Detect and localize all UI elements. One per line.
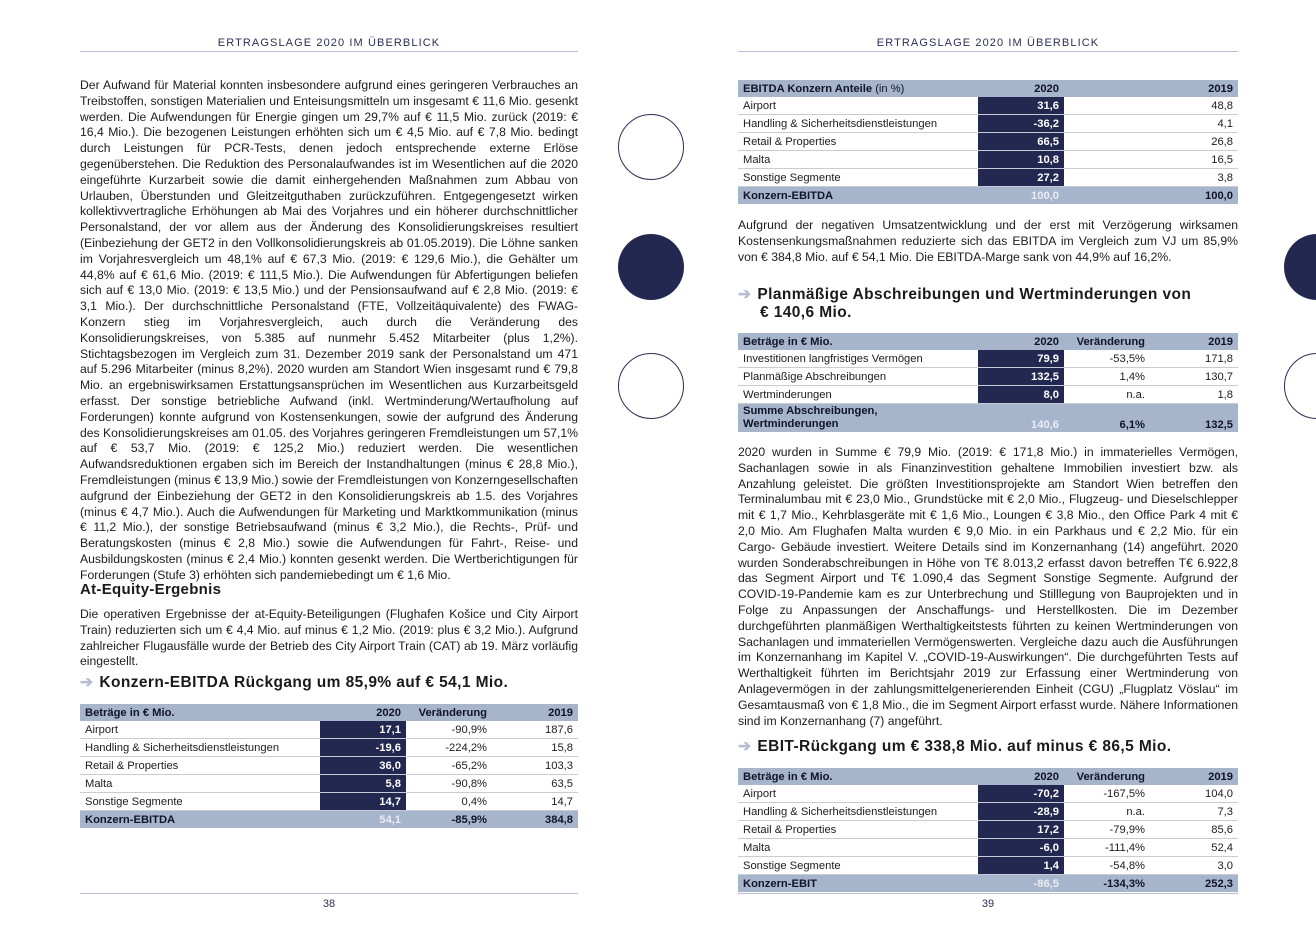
value-2019: 3,8 xyxy=(1064,169,1238,187)
total-label xyxy=(738,404,978,433)
header-unit: (in %) xyxy=(875,82,905,95)
row-label: Planmäßige Abschreibungen xyxy=(738,368,978,386)
value-2019: 26,8 xyxy=(1064,133,1238,151)
total-label-line1: Summe Abschreibungen, xyxy=(743,405,878,417)
arrow-icon: ➔ xyxy=(738,738,752,755)
value-2019: 48,8 xyxy=(1064,97,1238,115)
header-rule xyxy=(738,51,1238,52)
value-2019: 15,8 xyxy=(492,739,578,757)
total-2020: 140,6 xyxy=(978,404,1064,433)
total-label: Konzern-EBITDA xyxy=(80,811,320,829)
row-label: Malta xyxy=(80,775,320,793)
header-cell: 2019 xyxy=(1064,80,1238,97)
header-cell: 2020 xyxy=(978,768,1064,785)
value-2020: 31,6 xyxy=(978,97,1064,115)
value-change: -111,4% xyxy=(1064,839,1150,857)
total-2020: 100,0 xyxy=(978,187,1064,205)
header-cell: 2019 xyxy=(492,704,578,721)
value-2019: 85,6 xyxy=(1150,821,1238,839)
table-header-row xyxy=(80,704,578,721)
header-cell: 2020 xyxy=(978,80,1064,97)
running-head: ERTRAGSLAGE 2020 IM ÜBERBLICK xyxy=(876,37,1100,49)
row-label: Retail & Properties xyxy=(80,757,320,775)
header-cell: 2019 xyxy=(1150,768,1238,785)
header-cell: Beträge in € Mio. xyxy=(80,704,320,721)
page-number: 38 xyxy=(322,898,336,910)
total-change: -134,3% xyxy=(1064,875,1150,893)
value-2020: -36,2 xyxy=(978,115,1064,133)
value-2019: 4,1 xyxy=(1064,115,1238,133)
value-2019: 16,5 xyxy=(1064,151,1238,169)
value-2019: 7,3 xyxy=(1150,803,1238,821)
value-2019: 1,8 xyxy=(1150,386,1238,404)
table-row xyxy=(738,821,1238,839)
row-label: Investitionen langfristiges Vermögen xyxy=(738,350,978,368)
header-cell xyxy=(738,80,978,97)
header-cell: Veränderung xyxy=(1064,333,1150,350)
row-label: Retail & Properties xyxy=(738,821,978,839)
table-row xyxy=(738,857,1238,875)
value-2019: 14,7 xyxy=(492,793,578,811)
paragraph-aufwand: Der Aufwand für Material konnten insbesondere aufgrund eines geringeren Verbrauches an Treibstoffen, sonstigen Materialien und Enteisungsmitteln um insgesamt € 11,6 Mio. gesenkt werden. Die Aufwendungen für Energie gingen um 29,7% auf € 11,5 Mio. zurück (2019: € 16,4 Mio.). Die bezogenen Leistungen erhöhten sich um € 4,5 Mio. auf € 7,8 Mio. bedingt durch Leistungen für PCR-Tests, denen jedoch entsprechende externe Erlöse gegenüberstehen. Die Reduktion des Personalaufwandes ist im Wesentlichen auf die 2020 eingeführte Kurzarbeit sowie die damit einhergehenden Maßnahmen zum Abbau von Urlauben, Überstunden und Gleitzeitguthaben zurückzuführen. Entgegengesetzt wirken kollektivvertragliche Erhöhungen ab Mai des Vorjahres und ein höherer durchschnittlicher Personalstand, der vor allem aus der Änderung des Konsolidierungskreises resultiert (Einbeziehung der GET2 in den Vollkonsolidierungskreis ab 01.05.2019). Die Löhne sanken im Vorjahresvergleich um 48,1% auf € 67,3 Mio. (2019: € 129,6 Mio.), die Gehälter um 44,8% auf € 61,6 Mio. (2019: € 111,5 Mio.). Die Aufwendungen für Abfertigungen beliefen sich auf € 13,0 Mio. (2019: € 13,5 Mio.) und der Pensionsaufwand auf € 2,8 Mio. (2019: € 3,1 Mio.). Der durchschnittliche Personalstand (FTE, Vollzeitäquivalente) des FWAG- Konzern stieg im Vorjahresvergleich, auch durch die Veränderung des Konsolidierungskreises, von 5.385 auf nunmehr 5.452 Mitarbeiter (plus 1,2%). Stichtagsbezogen im Vergleich zum 31. Dezember 2019 sank der Personalstand um 471 auf 5.296 Mitarbeiter (minus 8,2%). 2020 wurden am Standort Wien insgesamt rund € 79,8 Mio. an ergebniswirksamen Erstattungsansprüchen im Wesentlichen aus Kurzarbeitsgeld erfasst. Der sonstige betriebliche Aufwand (inkl. Wertminderung/Wertaufholung auf Forderungen) konnte aufgrund von Kostensenkungen, sowie der aufgrund des Änderung des Konsolidierungskreises am 01.05. des Vorjahres geringeren Fremdleistungen um 57,1% auf € 53,7 Mio. (2019: € 125,2 Mio.) reduziert werden. Die wesentlichen Aufwandsreduktionen ergaben sich im Bereich der Instandhaltungen (minus € 28,8 Mio.), Fremdleistungen (minus € 13,9 Mio.) sowie der Fremdleistungen von Konzerngesellschaften aufgrund der Einbeziehung der GET2 in den Konsolidierungskreis ab 1.5. des Vorjahres (minus € 4,7 Mio.). Auch die Aufwendungen für Marketing und Marktkommunikation (minus € 11,2 Mio.), der sonstige Betriebsaufwand (minus € 3,2 Mio.), die Rechts-, Prüf- und Beratungskosten (minus € 2,8 Mio.) sowie die Aufwendungen für Fahrt-, Reise- und Ausbildungskosten (minus € 2,4 Mio.) konnten gesenkt werden. Die Wertberichtigungen für Forderungen (Stufe 3) erhöhten sich pandemiebedingt um € 1,6 Mio. xyxy=(80,78,578,582)
row-label: Sonstige Segmente xyxy=(738,857,978,875)
value-change: -224,2% xyxy=(406,739,492,757)
value-2020: 66,5 xyxy=(978,133,1064,151)
total-2019: 132,5 xyxy=(1150,404,1238,433)
value-2019: 103,3 xyxy=(492,757,578,775)
section-title-text: EBIT-Rückgang um € 338,8 Mio. auf minus € 86,5 Mio. xyxy=(757,738,1172,755)
value-change: -90,9% xyxy=(406,721,492,739)
page-39 xyxy=(658,0,1316,937)
total-change: 6,1% xyxy=(1064,404,1150,433)
value-2019: 63,5 xyxy=(492,775,578,793)
footer-rule xyxy=(80,893,578,894)
decorative-ring-outline xyxy=(1284,353,1316,419)
page-38 xyxy=(0,0,650,937)
section-title-line1: Planmäßige Abschreibungen und Wertminderungen von xyxy=(757,286,1192,303)
row-label: Retail & Properties xyxy=(738,133,978,151)
value-change: -79,9% xyxy=(1064,821,1150,839)
total-2019: 384,8 xyxy=(492,811,578,829)
table-row xyxy=(738,803,1238,821)
value-2020: 1,4 xyxy=(978,857,1064,875)
table-row xyxy=(80,793,578,811)
value-change: -90,8% xyxy=(406,775,492,793)
table-row xyxy=(738,368,1238,386)
paragraph-ebitda: Aufgrund der negativen Umsatzentwicklung und der erst mit Verzögerung wirksamen Kostensenkungsmaßnahmen reduzierte sich das EBITDA im Vergleich zum VJ um 85,9% von € 384,8 Mio. auf € 54,1 Mio. Die EBITDA-Marge sank von 44,9% auf 16,2%. xyxy=(738,218,1238,264)
value-change: 1,4% xyxy=(1064,368,1150,386)
table-row xyxy=(80,739,578,757)
total-label: Konzern-EBIT xyxy=(738,875,978,893)
table-total-row xyxy=(738,875,1238,893)
ebitda-table xyxy=(80,704,578,828)
decorative-disc xyxy=(1284,234,1316,300)
table-row xyxy=(738,97,1238,115)
row-label: Malta xyxy=(738,151,978,169)
section-title-abschreibungen xyxy=(738,286,1238,322)
header-cell: 2020 xyxy=(320,704,406,721)
value-change: -65,2% xyxy=(406,757,492,775)
value-2020: -6,0 xyxy=(978,839,1064,857)
row-label: Handling & Sicherheitsdienstleistungen xyxy=(738,115,978,133)
table-row xyxy=(738,386,1238,404)
row-label: Airport xyxy=(80,721,320,739)
footer-rule xyxy=(738,893,1238,894)
table-total-row xyxy=(738,187,1238,205)
header-label: EBITDA Konzern Anteile xyxy=(743,82,873,95)
header-cell: 2020 xyxy=(978,333,1064,350)
row-label: Airport xyxy=(738,785,978,803)
header-cell: Beträge in € Mio. xyxy=(738,333,978,350)
row-label: Handling & Sicherheitsdienstleistungen xyxy=(738,803,978,821)
value-2019: 187,6 xyxy=(492,721,578,739)
value-change: -54,8% xyxy=(1064,857,1150,875)
value-change: n.a. xyxy=(1064,386,1150,404)
abschreibungen-table xyxy=(738,333,1238,432)
value-2019: 3,0 xyxy=(1150,857,1238,875)
value-2019: 130,7 xyxy=(1150,368,1238,386)
row-label: Sonstige Segmente xyxy=(738,169,978,187)
table-row xyxy=(738,785,1238,803)
section-title-ebitda xyxy=(80,674,508,692)
table-row xyxy=(738,151,1238,169)
value-2020: -28,9 xyxy=(978,803,1064,821)
value-change: -53,5% xyxy=(1064,350,1150,368)
running-head: ERTRAGSLAGE 2020 IM ÜBERBLICK xyxy=(217,37,441,49)
row-label: Sonstige Segmente xyxy=(80,793,320,811)
page-number: 39 xyxy=(981,898,995,910)
table-total-row xyxy=(80,811,578,829)
table-row xyxy=(80,775,578,793)
table-header-row xyxy=(738,768,1238,785)
value-2020: 132,5 xyxy=(978,368,1064,386)
header-rule xyxy=(80,51,578,52)
table-total-row xyxy=(738,404,1238,433)
table-row xyxy=(738,839,1238,857)
value-2020: 27,2 xyxy=(978,169,1064,187)
section-title-line2: € 140,6 Mio. xyxy=(760,304,852,321)
header-cell: Veränderung xyxy=(406,704,492,721)
header-cell: Beträge in € Mio. xyxy=(738,768,978,785)
total-2020: -86,5 xyxy=(978,875,1064,893)
table-row xyxy=(738,115,1238,133)
row-label: Wertminderungen xyxy=(738,386,978,404)
total-2019: 252,3 xyxy=(1150,875,1238,893)
total-label: Konzern-EBITDA xyxy=(738,187,978,205)
value-2020: 36,0 xyxy=(320,757,406,775)
row-label: Airport xyxy=(738,97,978,115)
value-change: 0,4% xyxy=(406,793,492,811)
ebitda-shares-table xyxy=(738,80,1238,204)
subheading-at-equity: At-Equity-Ergebnis xyxy=(80,581,222,598)
paragraph-investitionen: 2020 wurden in Summe € 79,9 Mio. (2019: € 171,8 Mio.) in immaterielles Vermögen, Sachanlagen sowie in als Finanzinvestition gehaltene Immobilien investiert bzw. als Anzahlung geleistet. Die größten Investitionsprojekte am Standort Wien betreffen den Terminalumbau mit € 23,0 Mio., Grundstücke mit € 2,0 Mio., Flugzeug- und Dieselschlepper mit € 1,7 Mio., Kehrblasgeräte mit € 1,6 Mio., Loungen € 3,8 Mio., den Office Park 4 mit € 2,0 Mio. Am Flughafen Malta wurden € 9,0 Mio. in ein Parkhaus und € 2,2 Mio. für ein Cargo- Gebäude investiert. Weitere Details sind im Konzernanhang (14) angeführt. 2020 wurden Sonderabschreibungen in Höhe von T€ 8.013,2 erfasst davon betreffen T€ 6.922,8 das Segment Airport und T€ 1.090,4 das Segment Sonstige Segmente. Aufgrund der COVID-19-Pandemie kam es zur Unterbrechung und Stilllegung von Bauprojekten und in Folge zu Anpassungen der Anschaffungs- und Herstellkosten. Die im Dezember durchgeführten planmäßigen Werthaltigkeitstests führten zu keinen Wertminderungen von Sachanlagen und immateriellen Vermögenswerten. Vergleiche dazu auch die Ausführungen im Konzernanhang im Kapitel V. „COVID-19-Auswirkungen“. Die durchgeführten Tests auf Werthaltigkeit führten im Berichtsjahr 2019 zur Erfassung einer Wertminderung von Anlagevermögen in der zahlungsmittelgenerierenden Einheit (CGU) „Flugplatz Vöslau“ im Gesamtausmaß von € 1,8 Mio., die im Segment Airport erfasst wurde. Nähere Informationen sind im Konzernanhang (7) angeführt. xyxy=(738,445,1238,728)
value-2019: 104,0 xyxy=(1150,785,1238,803)
table-row xyxy=(80,721,578,739)
table-header-row xyxy=(738,80,1238,97)
value-2020: 17,1 xyxy=(320,721,406,739)
value-2020: 5,8 xyxy=(320,775,406,793)
value-change: -167,5% xyxy=(1064,785,1150,803)
total-change: -85,9% xyxy=(406,811,492,829)
table-row xyxy=(738,350,1238,368)
paragraph-at-equity: Die operativen Ergebnisse der at-Equity-Beteiligungen (Flughafen Košice und City Airport Train) reduzierten sich um € 4,4 Mio. auf minus € 1,2 Mio. (2019: plus € 3,2 Mio.). Aufgrund zahlreicher Flugausfälle wurde der Betrieb des City Airport Train (CAT) ab 19. März vorläufig eingestellt. xyxy=(80,607,578,669)
row-label: Handling & Sicherheitsdienstleistungen xyxy=(80,739,320,757)
value-2020: 8,0 xyxy=(978,386,1064,404)
section-title-ebit xyxy=(738,738,1171,756)
value-change: n.a. xyxy=(1064,803,1150,821)
arrow-icon: ➔ xyxy=(80,674,94,691)
value-2020: -70,2 xyxy=(978,785,1064,803)
value-2020: 10,8 xyxy=(978,151,1064,169)
header-cell: Veränderung xyxy=(1064,768,1150,785)
ebit-table xyxy=(738,768,1238,892)
total-2020: 54,1 xyxy=(320,811,406,829)
value-2020: -19,6 xyxy=(320,739,406,757)
table-row xyxy=(80,757,578,775)
table-row xyxy=(738,133,1238,151)
value-2019: 171,8 xyxy=(1150,350,1238,368)
arrow-icon: ➔ xyxy=(738,286,752,303)
table-header-row xyxy=(738,333,1238,350)
total-2019: 100,0 xyxy=(1064,187,1238,205)
value-2020: 14,7 xyxy=(320,793,406,811)
table-row xyxy=(738,169,1238,187)
total-label-line2: Wertminderungen xyxy=(743,418,839,430)
value-2020: 79,9 xyxy=(978,350,1064,368)
header-cell: 2019 xyxy=(1150,333,1238,350)
value-2020: 17,2 xyxy=(978,821,1064,839)
value-2019: 52,4 xyxy=(1150,839,1238,857)
section-title-text: Konzern-EBITDA Rückgang um 85,9% auf € 54,1 Mio. xyxy=(99,674,509,691)
row-label: Malta xyxy=(738,839,978,857)
